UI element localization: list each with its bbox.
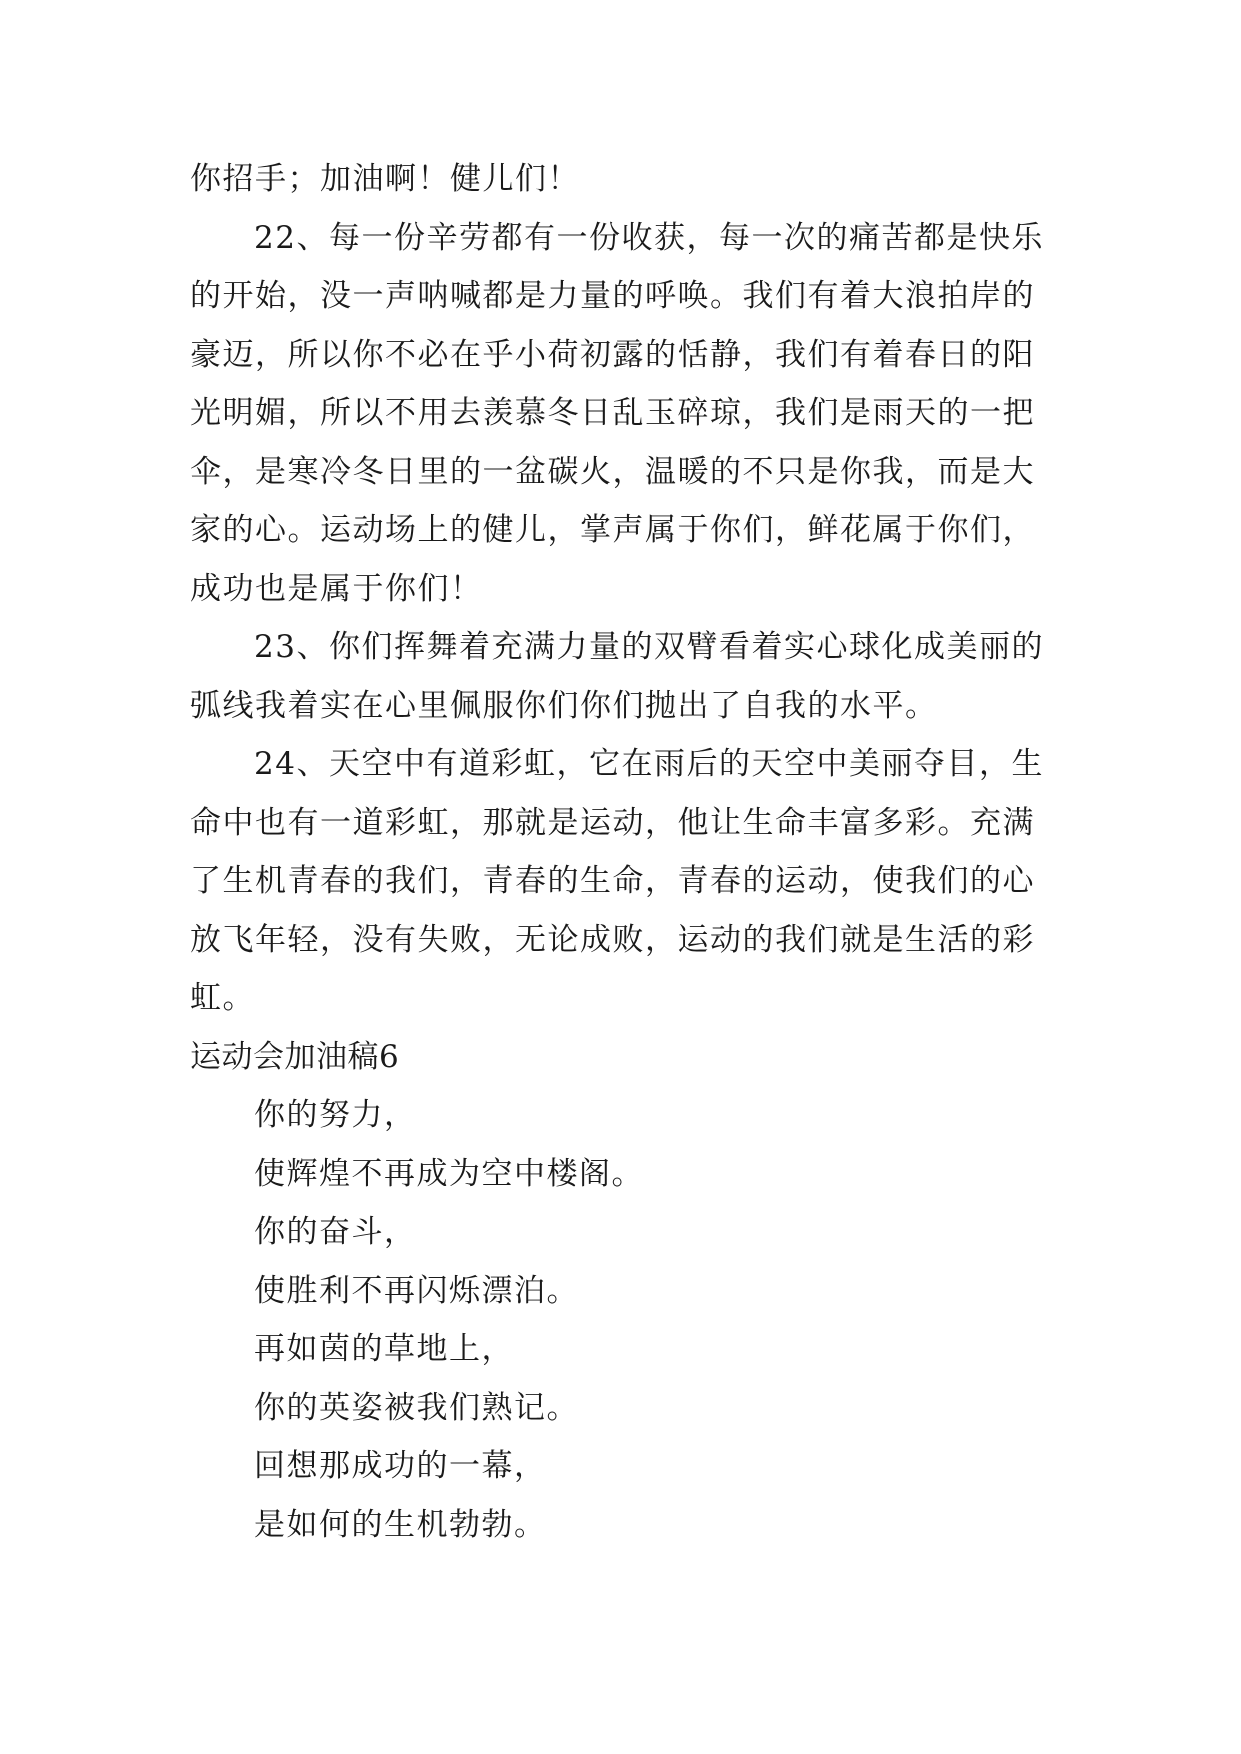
poem xyxy=(190,1086,1070,1554)
paragraph-22 xyxy=(190,209,1070,619)
text-line: 命中也有一道彩虹，那就是运动，他让生命丰富多彩。充满 xyxy=(190,804,1035,841)
text-line: 成功也是属于你们！ xyxy=(190,570,483,607)
text-line: 了生机青春的我们，青春的生命，青春的运动，使我们的心 xyxy=(190,863,1035,899)
poem-line: 是如何的生机勃勃。 xyxy=(254,1506,547,1543)
poem-line: 回想那成功的一幕， xyxy=(254,1448,547,1484)
poem-line: 使辉煌不再成为空中楼阁。 xyxy=(254,1155,644,1192)
text-line: 24、天空中有道彩虹，它在雨后的天空中美丽夺目，生 xyxy=(254,746,1044,782)
text-line: 弧线我着实在心里佩服你们你们抛出了自我的水平。 xyxy=(190,687,938,724)
text-line: 22、每一份辛劳都有一份收获，每一次的痛苦都是快乐 xyxy=(254,219,1044,256)
text-line: 虹。 xyxy=(190,980,255,1016)
poem-line: 你的努力， xyxy=(254,1097,417,1133)
text-line: 放飞年轻，没有失败，无论成败，运动的我们就是生活的彩 xyxy=(190,921,1035,958)
text-line: 伞，是寒冷冬日里的一盆碳火，温暖的不只是你我，而是大 xyxy=(190,453,1035,490)
paragraph-23 xyxy=(190,618,1070,735)
text-line: 你招手；加油啊！健儿们！ xyxy=(190,161,580,197)
text-line: 家的心。运动场上的健儿，掌声属于你们，鲜花属于你们， xyxy=(190,512,1035,548)
text-line: 光明媚，所以不用去羡慕冬日乱玉碎琼，我们是雨天的一把 xyxy=(190,395,1035,431)
section-title: 运动会加油稿6 xyxy=(190,1038,400,1075)
paragraph-24 xyxy=(190,735,1070,1028)
document-body xyxy=(190,150,1070,1554)
poem-line: 你的英姿被我们熟记。 xyxy=(254,1389,579,1426)
poem-line: 你的奋斗， xyxy=(254,1214,417,1250)
poem-line: 再如茵的草地上， xyxy=(254,1331,514,1367)
text-line: 23、你们挥舞着充满力量的双臂看着实心球化成美丽的 xyxy=(254,629,1044,665)
text-line: 的开始，没一声呐喊都是力量的呼唤。我们有着大浪拍岸的 xyxy=(190,278,1035,314)
poem-line: 使胜利不再闪烁漂泊。 xyxy=(254,1272,579,1309)
text-line: 豪迈，所以你不必在乎小荷初露的恬静，我们有着春日的阳 xyxy=(190,336,1035,373)
